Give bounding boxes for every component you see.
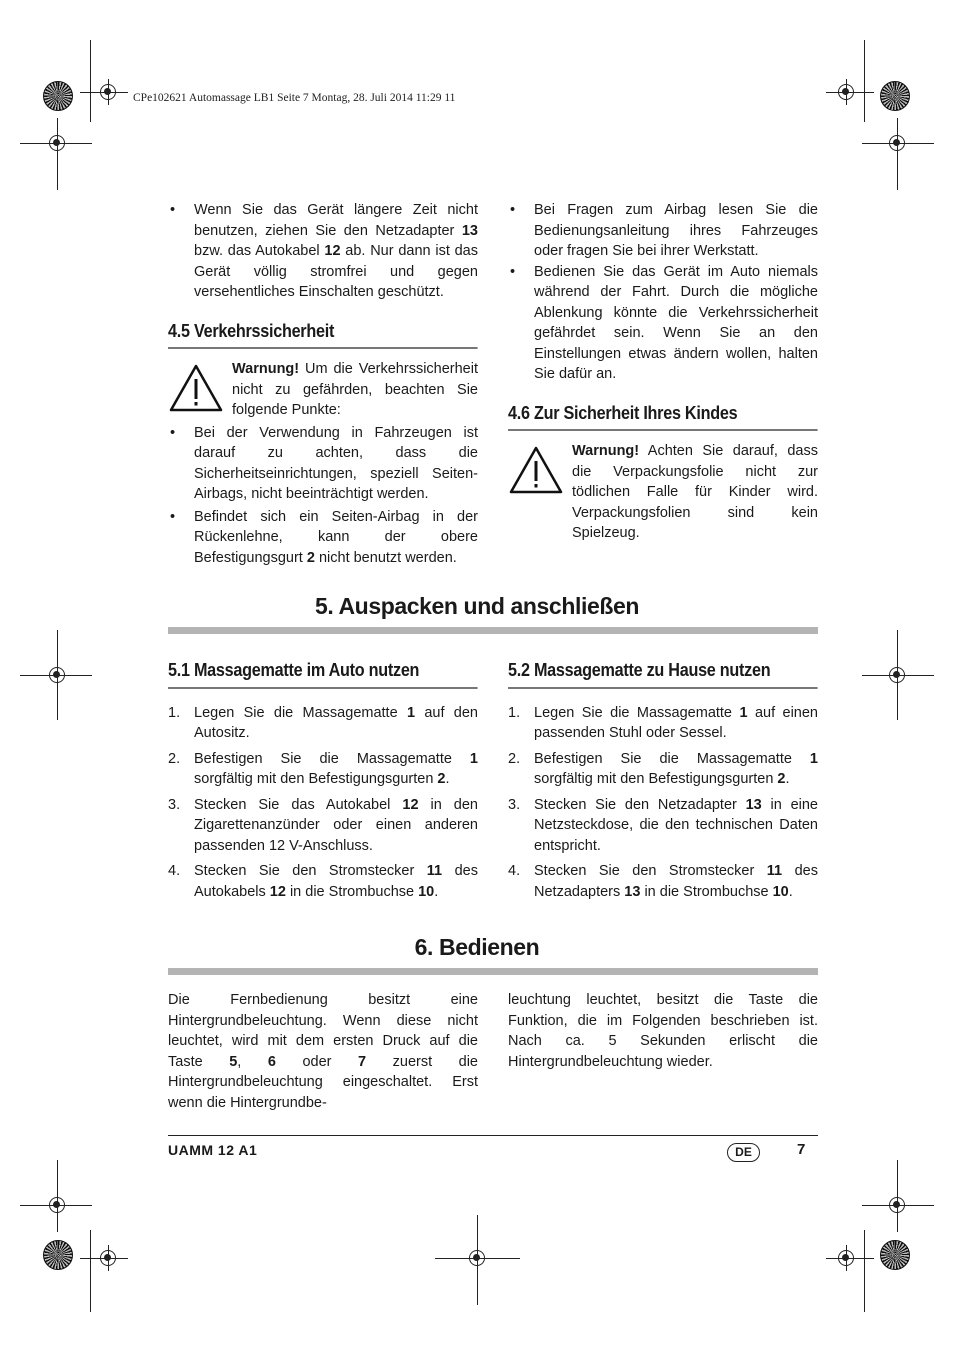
section-heading-5-1: 5.1 Massagematte im Auto nutzen — [168, 660, 478, 689]
section-5-1 — [168, 660, 478, 907]
registration-mark — [889, 1197, 905, 1213]
list-item: 3. Stecken Sie das Autokabel 12 in den Zigarettenanzünder oder einen anderen passenden 12 V-Anschluss. — [168, 796, 478, 854]
chapter-6-text-right: leuchtung leuchtet, besitzt die Taste die Funktion, die im Folgenden beschrieben ist. Nach ca. 5 Sekunden erlischt die Hintergrundbeleuchtung wieder. — [508, 992, 818, 1070]
warning-box: Warnung! Achten Sie darauf, dass die Verpackungsfolie nicht zur tödlichen Falle für Kinder wird. Verpackungsfolien sind kein Spielzeug. — [508, 441, 818, 544]
print-file-header: CPe102621 Automassage LB1 Seite 7 Montag, 28. Juli 2014 11:29 11 — [133, 92, 456, 104]
chapter-rule — [168, 627, 818, 634]
list-item: 1. Legen Sie die Massagematte 1 auf den Autositz. — [168, 704, 478, 741]
warning-label: Warnung! — [232, 361, 300, 377]
list-item: • Wenn Sie das Gerät längere Zeit nicht benutzen, ziehen Sie den Netzadapter 13 bzw. das Autokabel 12 ab. Nur dann ist das Gerät völlig stromfrei und gegen versehentliches Einschalten geschützt. — [168, 200, 478, 303]
registration-mark — [100, 84, 116, 100]
section-heading-5-2: 5.2 Massagematte zu Hause nutzen — [508, 660, 818, 689]
list-item: 2. Befestigen Sie die Massagematte 1 sorgfältig mit den Befestigungsgurten 2. — [168, 750, 478, 787]
registration-mark — [838, 1250, 854, 1266]
registration-mark — [49, 667, 65, 683]
warning-box: Warnung! Um die Verkehrssicherheit nicht zu gefährden, beachten Sie folgende Punkte: — [168, 359, 478, 421]
registration-mark — [49, 135, 65, 151]
list-item: 4. Stecken Sie den Stromstecker 11 des Autokabels 12 in die Strombuchse 10. — [168, 863, 478, 900]
right-column-top — [508, 200, 818, 544]
list-item: 2. Befestigen Sie die Massagematte 1 sorgfältig mit den Befestigungsgurten 2. — [508, 750, 818, 787]
list-item: • Bei Fragen zum Airbag lesen Sie die Bedienungsanleitung ihres Fahrzeuges oder fragen Sie bei ihrer Werkstatt. — [508, 200, 818, 262]
list-item: • Bei der Verwendung in Fahrzeugen ist darauf zu achten, dass die Sicherheitseinrichtungen, speziell Seiten-Airbags, nicht beeinträchtigt werden. — [168, 423, 478, 505]
left-column-top — [168, 200, 478, 568]
color-star-mark — [880, 1240, 910, 1270]
warning-triangle-icon — [168, 363, 224, 413]
list-item: • Befindet sich ein Seiten-Airbag in der Rückenlehne, kann der obere Befestigungsgurt 2 nicht benutzt werden. — [168, 507, 478, 569]
registration-mark — [889, 135, 905, 151]
chapter-6-text-left: Die Fernbedienung besitzt eine Hintergrundbeleuchtung. Wenn diese nicht leuchtet, wird mit dem ersten Druck auf die Taste 5, 6 oder 7 zuerst die Hintergrundbeleuchtung eingeschaltet. Erst wenn die Hintergrundbe- — [168, 992, 478, 1111]
chapter-title-6: 6. Bedienen — [414, 934, 540, 960]
page-number: 7 — [797, 1141, 806, 1158]
section-heading-4-5: 4.5 Verkehrssicherheit — [168, 321, 478, 350]
warning-label: Warnung! — [572, 443, 640, 459]
color-star-mark — [880, 81, 910, 111]
footer-rule — [168, 1135, 818, 1136]
list-item: 3. Stecken Sie den Netzadapter 13 in eine Netzsteckdose, die den technischen Daten entspricht. — [508, 796, 818, 854]
section-heading-4-6: 4.6 Zur Sicherheit Ihres Kindes — [508, 403, 818, 432]
warning-triangle-icon — [508, 445, 564, 495]
section-5-2 — [508, 660, 818, 907]
color-star-mark — [43, 81, 73, 111]
registration-mark — [49, 1197, 65, 1213]
registration-mark — [889, 667, 905, 683]
list-item: 4. Stecken Sie den Stromstecker 11 des Netzadapters 13 in die Strombuchse 10. — [508, 863, 818, 900]
chapter-rule — [168, 968, 818, 975]
footer-model: UAMM 12 A1 — [168, 1142, 258, 1158]
color-star-mark — [43, 1240, 73, 1270]
chapter-title-5: 5. Auspacken und anschließen — [314, 593, 640, 619]
language-badge: DE — [727, 1143, 760, 1162]
registration-mark — [469, 1250, 485, 1266]
registration-mark — [100, 1250, 116, 1266]
list-item: • Bedienen Sie das Gerät im Auto niemals während der Fahrt. Durch die mögliche Ablenkung könnte die Verkehrssicherheit gefährdet sein. Wenn Sie an den Einstellungen etwas ändern wollen, halten Sie dafür an. — [508, 262, 818, 385]
registration-mark — [838, 84, 854, 100]
list-item: 1. Legen Sie die Massagematte 1 auf einen passenden Stuhl oder Sessel. — [508, 704, 818, 741]
